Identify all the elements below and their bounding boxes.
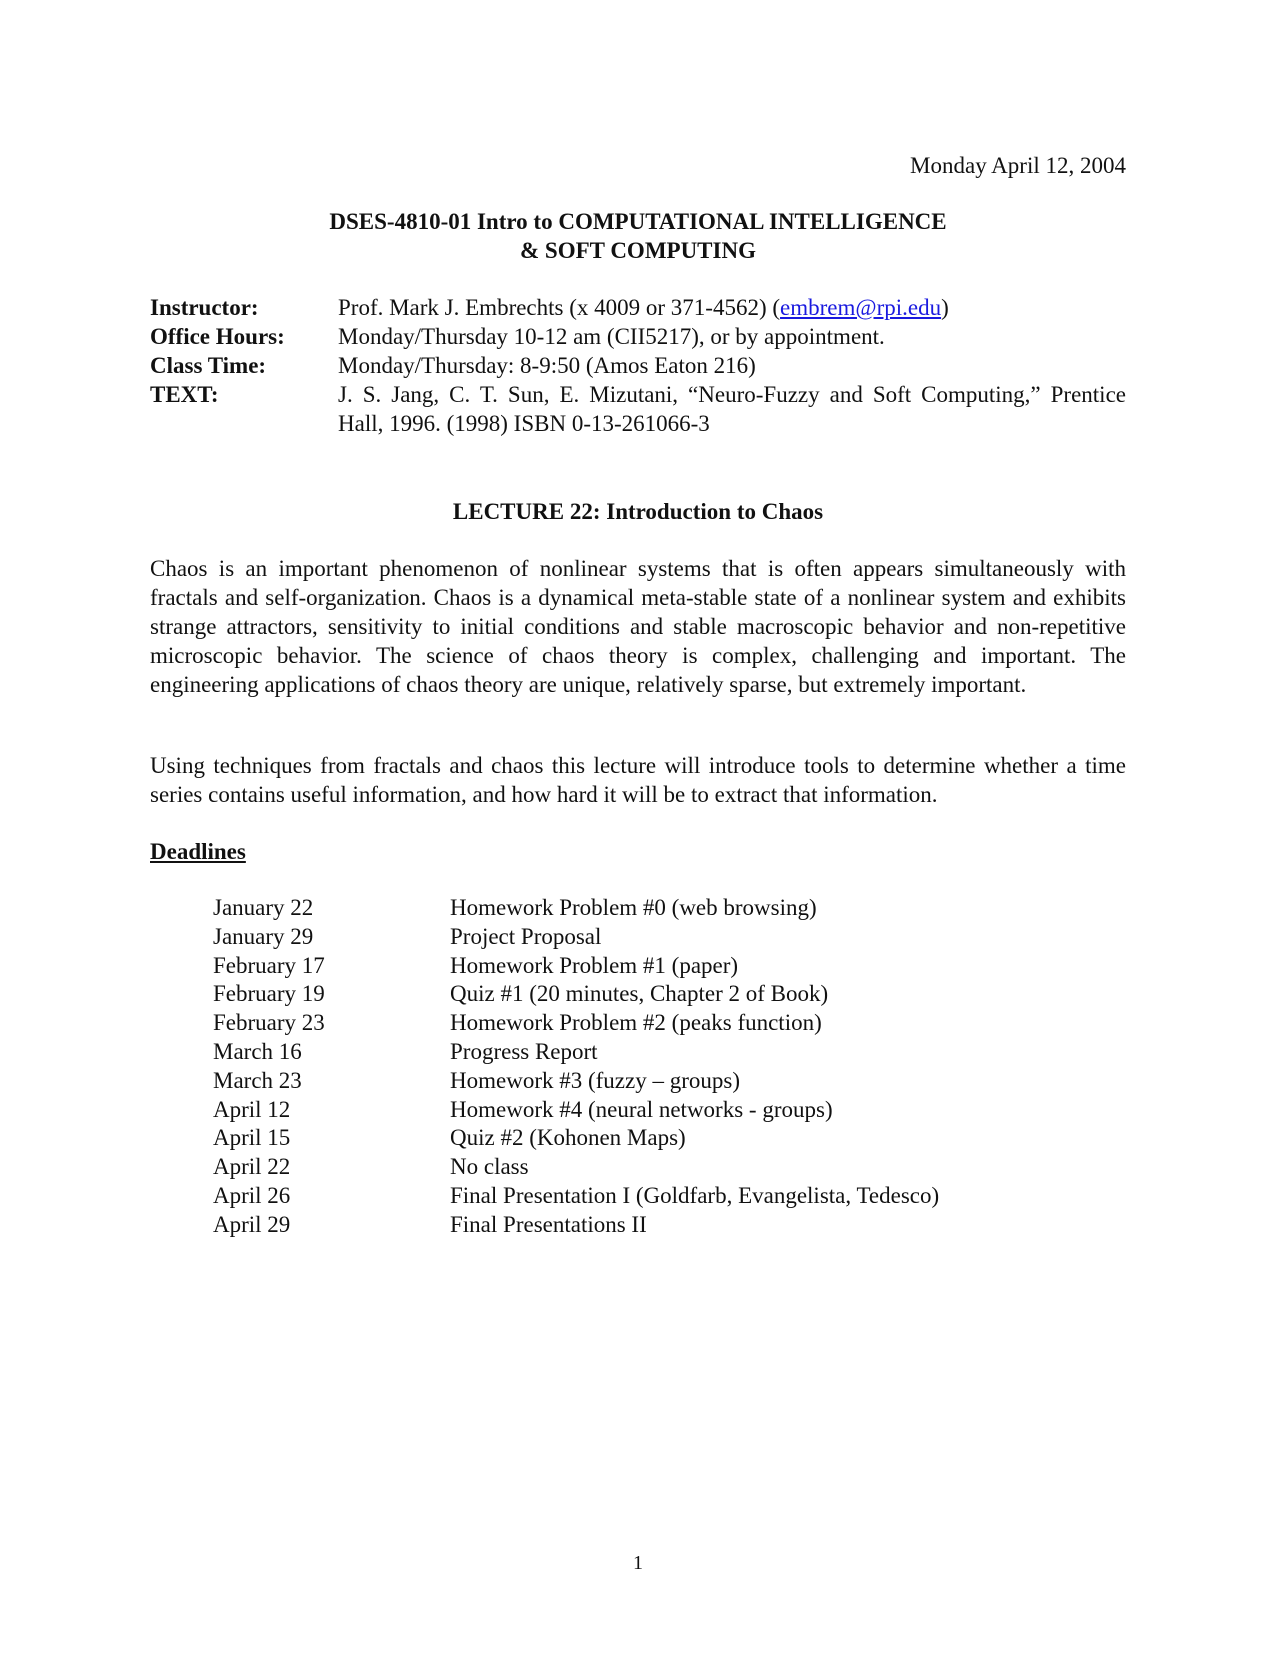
- deadline-row: [213, 1009, 1113, 1038]
- deadline-event: Quiz #1 (20 minutes, Chapter 2 of Book): [450, 981, 829, 1007]
- deadline-date: April 12: [213, 1096, 291, 1122]
- deadline-event: Homework #3 (fuzzy – groups): [450, 1067, 740, 1093]
- office-hours-label: Office Hours:: [150, 324, 285, 349]
- deadline-event: Homework #4 (neural networks - groups): [450, 1096, 833, 1122]
- document-date: Monday April 12, 2004: [910, 153, 1126, 178]
- deadlines-heading: Deadlines: [150, 839, 246, 864]
- deadline-event: Homework Problem #0 (web browsing): [450, 895, 817, 920]
- deadline-date: January 29: [213, 923, 314, 949]
- deadlines-list: [213, 894, 1113, 1240]
- class-time-row: [150, 351, 1126, 380]
- deadline-date: April 29: [213, 1211, 291, 1237]
- page-number: 1: [633, 1552, 643, 1574]
- deadline-date: April 26: [213, 1182, 291, 1208]
- deadline-date: March 16: [213, 1038, 302, 1064]
- deadline-event: Homework Problem #2 (peaks function): [450, 1010, 822, 1036]
- instructor-value: [338, 293, 1126, 322]
- deadline-row: [213, 923, 1113, 952]
- office-hours-value: Monday/Thursday 10-12 am (CII5217), or by appointment.: [338, 324, 885, 349]
- text-value: J. S. Jang, C. T. Sun, E. Mizutani, “Neuro-Fuzzy and Soft Computing,” Prentice Hall, 1996. (1998) ISBN 0-13-261066-3: [338, 382, 1126, 436]
- deadline-row: [213, 1211, 1113, 1240]
- course-title: [150, 207, 1126, 265]
- deadline-date: April 15: [213, 1125, 291, 1151]
- deadline-date: January 22: [213, 895, 314, 920]
- deadline-date: February 23: [213, 1010, 325, 1036]
- deadline-row: [213, 1153, 1113, 1182]
- deadline-row: [213, 952, 1113, 981]
- course-title-line-2: & SOFT COMPUTING: [520, 238, 756, 263]
- lecture-paragraph-1: Chaos is an important phenomenon of nonlinear systems that is often appears simultaneously with fractals and self-organization. Chaos is a dynamical meta-stable state of a nonlinear system and exhibits strange attractors, sensitivity to initial conditions and stable macroscopic behavior and non-repetitive microscopic behavior. The science of chaos theory is complex, challenging and important. The engineering applications of chaos theory are unique, relatively sparse, but extremely important.: [150, 556, 1126, 697]
- deadline-event: Final Presentation I (Goldfarb, Evangelista, Tedesco): [450, 1182, 940, 1208]
- deadline-row: [213, 1067, 1113, 1096]
- course-title-line-1: DSES-4810-01 Intro to COMPUTATIONAL INTELLIGENCE: [329, 209, 947, 234]
- deadline-date: February 17: [213, 952, 325, 978]
- text-row: [150, 380, 1126, 438]
- instructor-row: [150, 293, 1126, 322]
- instructor-label: Instructor:: [150, 295, 259, 320]
- text-label: TEXT:: [150, 382, 219, 407]
- deadline-event: Quiz #2 (Kohonen Maps): [450, 1125, 686, 1151]
- document-page: [150, 0, 1126, 1656]
- class-time-value: Monday/Thursday: 8-9:50 (Amos Eaton 216): [338, 353, 756, 378]
- deadline-row: [213, 1038, 1113, 1067]
- deadline-event: Project Proposal: [450, 923, 602, 949]
- deadline-row: [213, 1096, 1113, 1125]
- course-info: [150, 293, 1126, 438]
- deadline-event: Homework Problem #1 (paper): [450, 952, 739, 978]
- deadline-date: April 22: [213, 1154, 291, 1180]
- deadline-row: [213, 1124, 1113, 1153]
- class-time-label: Class Time:: [150, 353, 267, 378]
- office-hours-row: [150, 322, 1126, 351]
- deadline-date: February 19: [213, 981, 325, 1007]
- instructor-email-link[interactable]: embrem@rpi.edu: [780, 295, 942, 320]
- deadline-row: [213, 894, 1113, 923]
- instructor-text: Prof. Mark J. Embrechts (x 4009 or 371-4562) (: [338, 295, 781, 320]
- deadline-event: No class: [450, 1154, 529, 1180]
- deadline-row: [213, 1182, 1113, 1211]
- lecture-title: LECTURE 22: Introduction to Chaos: [452, 499, 824, 524]
- lecture-paragraph-2: Using techniques from fractals and chaos this lecture will introduce tools to determine whether a time series contains useful information, and how hard it will be to extract that information.: [150, 753, 1126, 807]
- instructor-close-paren: ): [941, 295, 949, 320]
- deadline-event: Progress Report: [450, 1038, 598, 1064]
- deadline-event: Final Presentations II: [450, 1211, 647, 1237]
- deadline-date: March 23: [213, 1067, 302, 1093]
- deadline-row: [213, 980, 1113, 1009]
